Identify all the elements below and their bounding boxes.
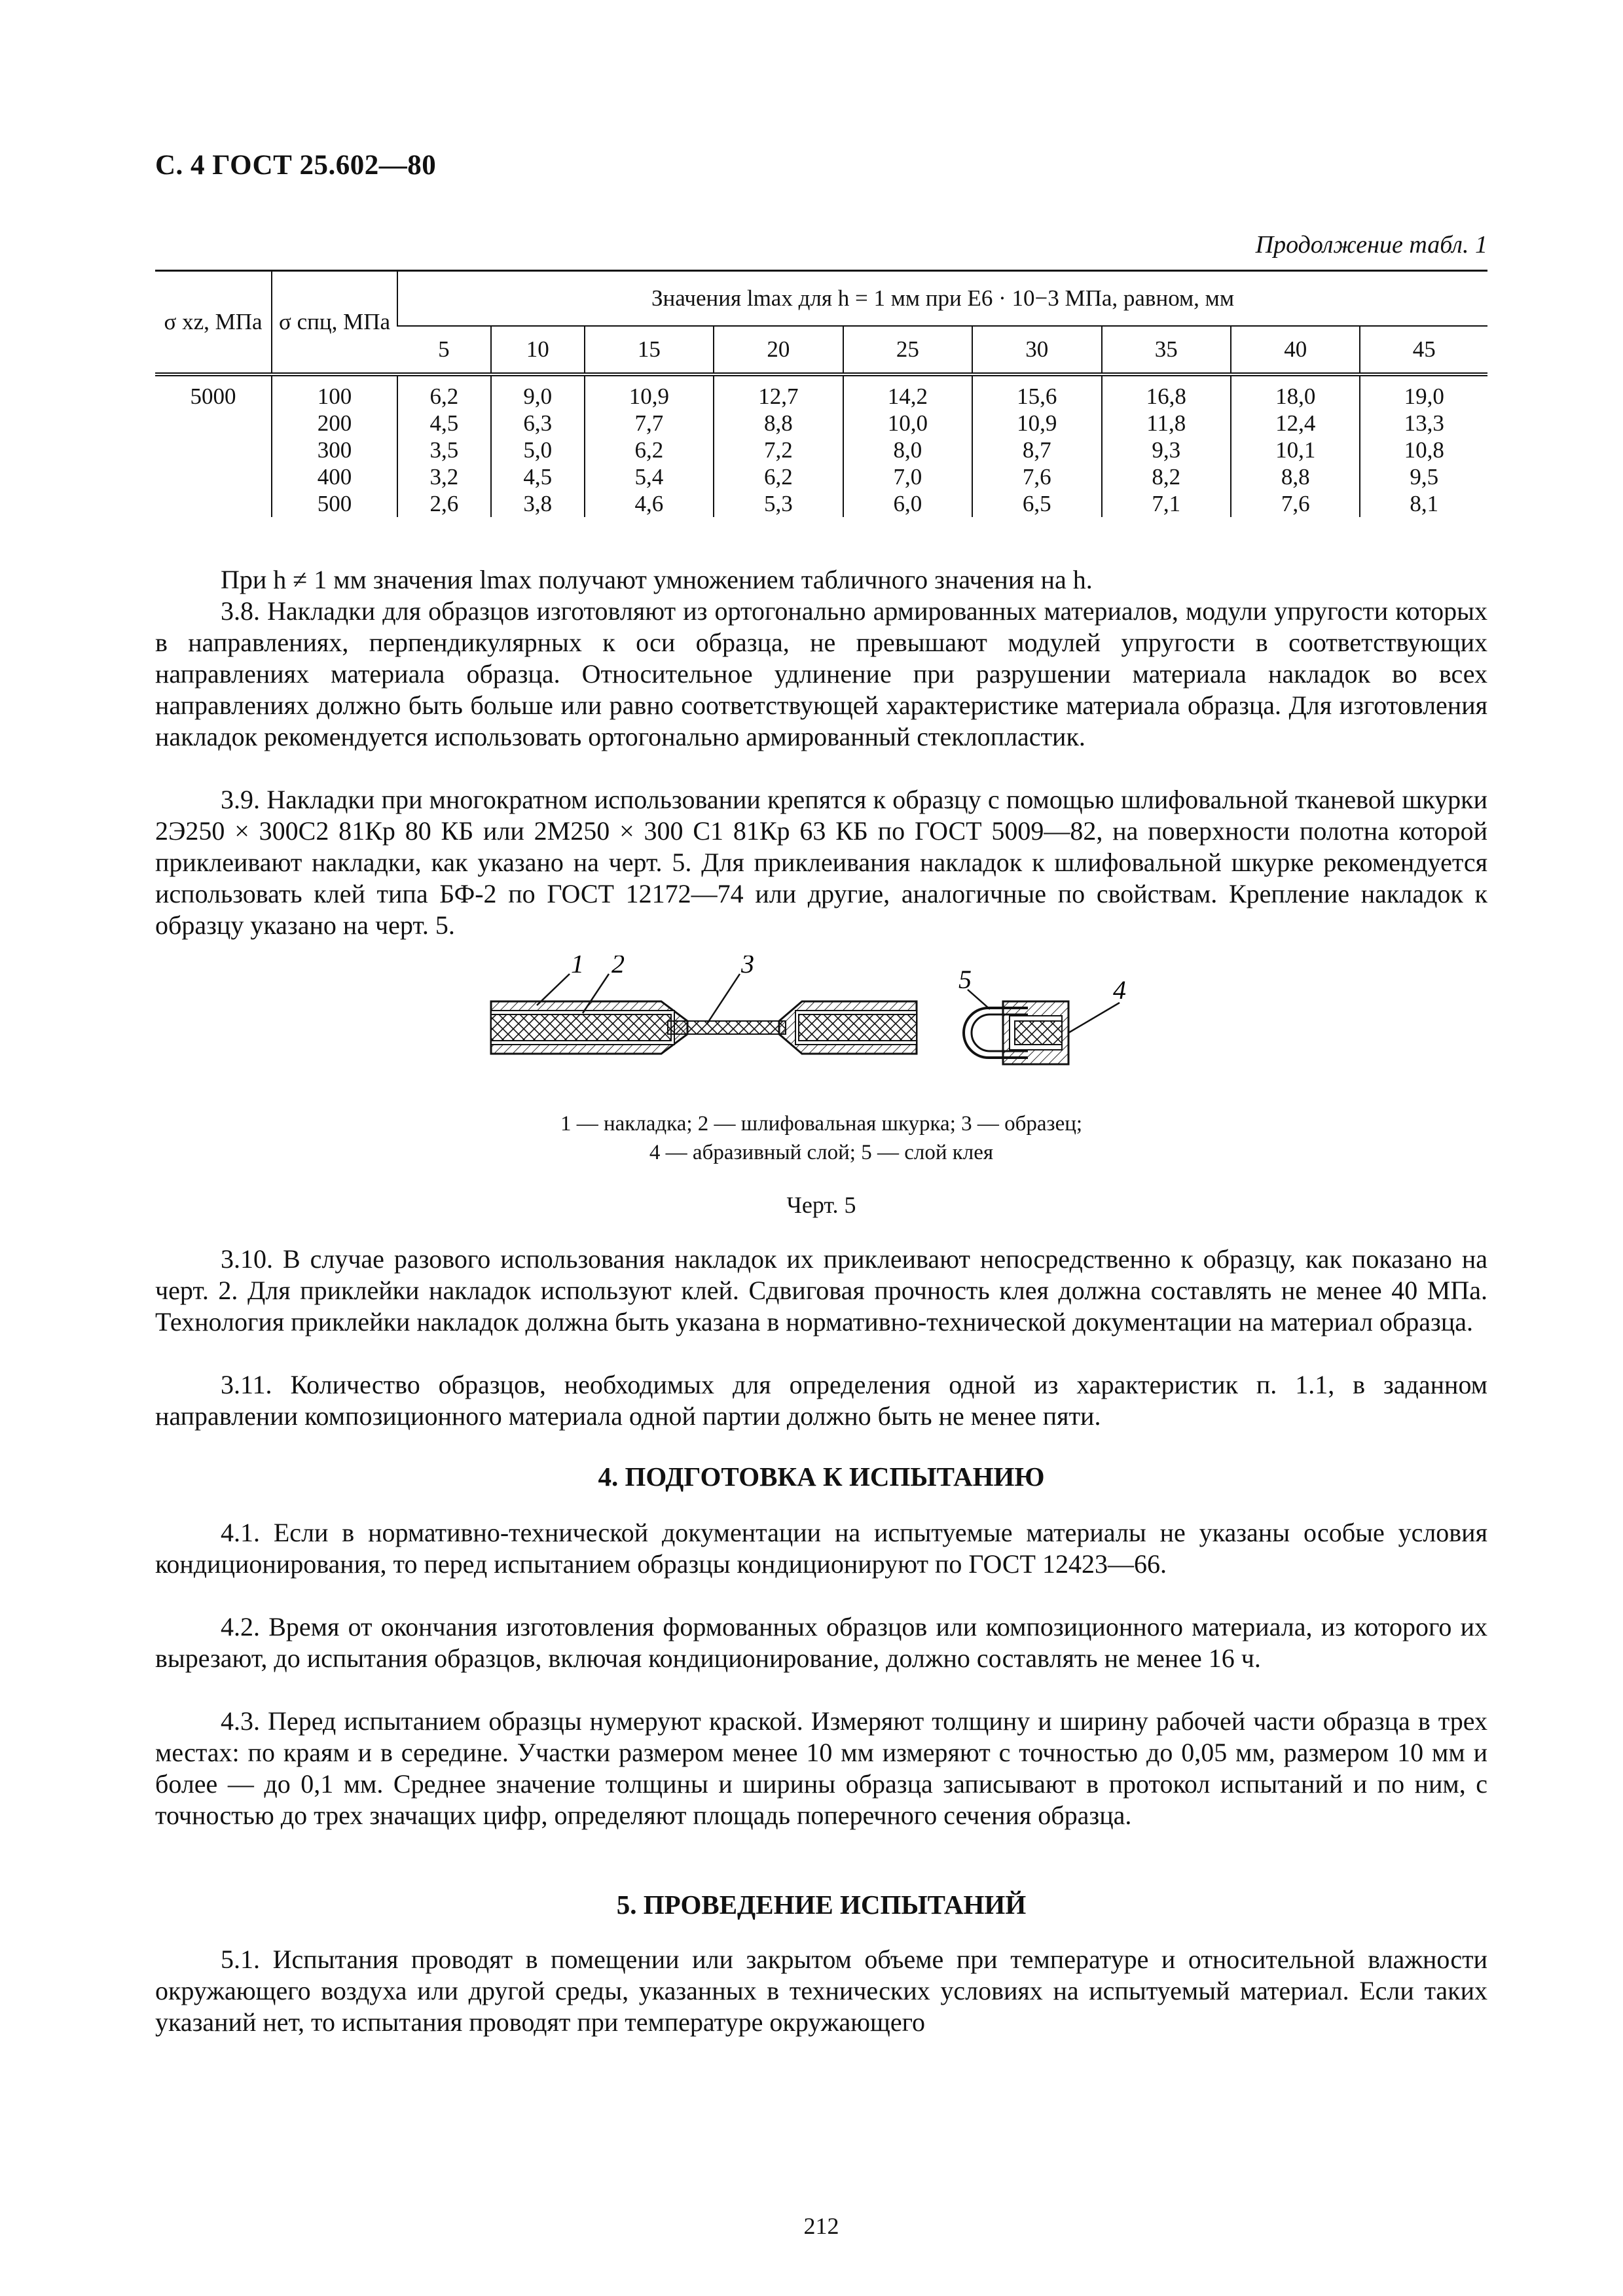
- caption-line-2: 4 — абразивный слой; 5 — слой клея: [649, 1141, 994, 1164]
- sigma-xz-value: 5000: [190, 384, 236, 409]
- note-text: При h ≠ 1 мм значения lmax получают умножением табличного значения на h.: [221, 565, 1093, 594]
- lmax-cell: 7,2: [763, 437, 793, 463]
- lmax-column: [397, 374, 491, 517]
- lmax-cell: 16,8: [1146, 384, 1186, 409]
- paragraph-5-1: [155, 1944, 1487, 2038]
- lmax-cell: 9,3: [1152, 437, 1181, 463]
- lmax-cell: 8,2: [1152, 464, 1181, 490]
- lmax-cell: 18,0: [1275, 384, 1316, 409]
- lmax-cell: 14,2: [887, 384, 928, 409]
- p4-1-text: 4.1. Если в нормативно-технической документации на испытуемые материалы не указаны особые условия кондиционирования, то перед испытанием образцы кондиционируют по ГОСТ 12423—66.: [155, 1518, 1487, 1579]
- lmax-column: [1360, 374, 1487, 517]
- lmax-cell: 13,3: [1404, 410, 1444, 436]
- lmax-cell: 8,0: [893, 437, 922, 463]
- page-number: 212: [803, 2213, 839, 2239]
- lmax-cell: 5,4: [634, 464, 664, 490]
- e-value-header: 15: [585, 326, 714, 374]
- lmax-cell: 8,8: [763, 410, 793, 436]
- lmax-cell: 6,2: [763, 464, 793, 490]
- lmax-cell: 4,5: [523, 464, 553, 490]
- col-header-sigma-xz: σ xz, МПа: [155, 271, 272, 375]
- paragraph-4-1: [155, 1517, 1487, 1580]
- lmax-cell: 10,9: [629, 384, 670, 409]
- sigma-pc-values: [272, 374, 397, 517]
- e-value-header: 30: [972, 326, 1101, 374]
- lmax-column: [1231, 374, 1360, 517]
- lmax-cell: 7,0: [893, 464, 922, 490]
- lmax-cell: 11,8: [1146, 410, 1186, 436]
- paragraph-3-9: [155, 784, 1487, 941]
- values-table: [155, 270, 1487, 517]
- lmax-cell: 12,7: [758, 384, 799, 409]
- fig-label-4: 4: [1113, 975, 1126, 1005]
- lmax-cell: 10,8: [1404, 437, 1444, 463]
- lmax-cell: 19,0: [1404, 384, 1444, 409]
- lmax-cell: 3,8: [523, 491, 553, 516]
- paragraph-3-8: [155, 596, 1487, 753]
- section-5-heading: 5. ПРОВЕДЕНИЕ ИСПЫТАНИЙ: [616, 1890, 1027, 1920]
- lmax-cell: 6,2: [429, 384, 459, 409]
- lmax-cell: 10,1: [1275, 437, 1316, 463]
- sigma-pc-value: 300: [317, 437, 352, 463]
- lmax-cell: 4,5: [429, 410, 459, 436]
- p3-10-text: 3.10. В случае разового использования накладок их приклеивают непосредственно к образцу, как показано на черт. 2. Для приклейки накладок используют клей. Сдвиговая прочность клея должна составлять не менее 40 МПа. Технология приклейки накладок должна быть указана в нормативно-технической документации на материал образца.: [155, 1244, 1487, 1336]
- page-header: С. 4 ГОСТ 25.602—80: [155, 150, 437, 181]
- lmax-cell: 3,5: [429, 437, 459, 463]
- lmax-cell: 6,5: [1022, 491, 1051, 516]
- figure-caption: [155, 1109, 1487, 1167]
- lmax-column: [585, 374, 714, 517]
- left-grip-assembly: [491, 1001, 687, 1054]
- fig-label-2: 2: [611, 956, 625, 978]
- e-value-header: 10: [491, 326, 585, 374]
- p3-9-text: 3.9. Накладки при многократном использовании крепятся к образцу с помощью шлифовальной тканевой шкурки 2Э250 × 300С2 81Кр 80 КБ или 2М250 × 300 С1 81Кр 63 КБ по ГОСТ 5009—82, на поверхности полотна которой приклеивают накладки, как указано на черт. 5. Для приклеивания накладок к шлифовальной шкурке рекомендуется использовать клей типа БФ-2 по ГОСТ 12172—74 или другие, аналогичные по свойствам. Крепление накладок к образцу указано на черт. 5.: [155, 785, 1487, 940]
- e-value-header: 35: [1102, 326, 1231, 374]
- sigma-pc-value: 500: [317, 491, 352, 516]
- lmax-column: [1102, 374, 1231, 517]
- e-value-header: 20: [714, 326, 843, 374]
- lmax-cell: 6,3: [523, 410, 553, 436]
- p4-3-text: 4.3. Перед испытанием образцы нумеруют краской. Измеряют толщину и ширину рабочей части образца в трех местах: по краям и в середине. Участки размером менее 10 мм измеряют с точностью до 0,05 мм, размером 10 мм и более — до 0,1 мм. Среднее значение толщины и ширины образца записывают в протокол испытаний и по ним, с точностью до трех значащих цифр, определяют площадь поперечного сечения образца.: [155, 1706, 1487, 1830]
- lmax-cell: 4,6: [634, 491, 664, 516]
- e-value-header: 25: [843, 326, 972, 374]
- lmax-column: [843, 374, 972, 517]
- lmax-cell: 8,8: [1281, 464, 1310, 490]
- fig-label-5: 5: [958, 965, 972, 994]
- lmax-cell: 6,0: [893, 491, 922, 516]
- lmax-cell: 5,0: [523, 437, 553, 463]
- lmax-cell: 7,7: [634, 410, 664, 436]
- col-header-sigma-pc: σ cпц, МПа: [272, 271, 397, 375]
- lmax-cell: 8,1: [1410, 491, 1439, 516]
- lmax-cell: 9,0: [523, 384, 553, 409]
- fig-label-3: 3: [741, 956, 754, 978]
- lmax-cell: 7,6: [1281, 491, 1310, 516]
- lmax-cell: 5,3: [763, 491, 793, 516]
- table-continuation-label: Продолжение табл. 1: [1255, 231, 1487, 259]
- e-value-header: 5: [397, 326, 491, 374]
- sigma-pc-value: 100: [317, 384, 352, 409]
- section-4-heading: 4. ПОДГОТОВКА К ИСПЫТАНИЮ: [598, 1462, 1045, 1492]
- col-group-header: Значения lmax для h = 1 мм при E6 · 10−3 МПа, равном, мм: [397, 271, 1487, 327]
- sigma-pc-value: 400: [317, 464, 352, 490]
- lmax-cell: 10,0: [887, 410, 928, 436]
- figure-title: Черт. 5: [786, 1192, 856, 1218]
- lmax-cell: 9,5: [1410, 464, 1439, 490]
- figure-5-drawing: [471, 956, 1139, 1119]
- lmax-cell: 3,2: [429, 464, 459, 490]
- lmax-cell: 2,6: [429, 491, 459, 516]
- caption-line-1: 1 — накладка; 2 — шлифовальная шкурка; 3 — образец;: [560, 1112, 1083, 1136]
- lmax-column: [714, 374, 843, 517]
- p5-1-text: 5.1. Испытания проводят в помещении или закрытом объеме при температуре и относительной влажности окружающего воздуха или другой среды, указанных в технических условиях на испытуемый материал. Если таких указаний нет, то испытания проводят при температуре окружающего: [155, 1945, 1487, 2037]
- lmax-column: [972, 374, 1101, 517]
- e-value-header: 45: [1360, 326, 1487, 374]
- lmax-cell: 7,1: [1152, 491, 1181, 516]
- e-value-header: 40: [1231, 326, 1360, 374]
- paragraph-4-2: [155, 1611, 1487, 1674]
- lmax-cell: 10,9: [1017, 410, 1057, 436]
- paragraph-3-10: [155, 1244, 1487, 1338]
- p3-8-text: 3.8. Накладки для образцов изготовляют из ортогонально армированных материалов, модули упругости которых в направлениях, перпендикулярных к оси образца, не превышают модулей упругости в соответствующих направлениях материала образца. Относительное удлинение при разрушении материала накладок во всех направлениях должно быть больше или равно соответствующей характеристике материала образца. Для изготовления накладок рекомендуется использовать ортогонально армированный стеклопластик.: [155, 596, 1487, 751]
- lmax-cell: 12,4: [1275, 410, 1316, 436]
- folded-abrasive-detail: [964, 1001, 1068, 1064]
- table-note: [155, 564, 1487, 596]
- lmax-cell: 7,6: [1022, 464, 1051, 490]
- lmax-cell: 8,7: [1022, 437, 1051, 463]
- paragraph-4-3: [155, 1706, 1487, 1831]
- specimen: [668, 1021, 786, 1034]
- p4-2-text: 4.2. Время от окончания изготовления формованных образцов или композиционного материала, из которого их вырезают, до испытания образцов, включая кондиционирование, должно составлять не менее 16 ч.: [155, 1612, 1487, 1673]
- lmax-column: [491, 374, 585, 517]
- lmax-cell: 15,6: [1017, 384, 1057, 409]
- paragraph-3-11: [155, 1369, 1487, 1432]
- fig-label-1: 1: [571, 956, 584, 978]
- sigma-pc-value: 200: [317, 410, 352, 436]
- p3-11-text: 3.11. Количество образцов, необходимых для определения одной из характеристик п. 1.1, в заданном направлении композиционного материала одной партии должно быть не менее пяти.: [155, 1370, 1487, 1431]
- lmax-cell: 6,2: [634, 437, 664, 463]
- right-grip-assembly: [779, 1001, 917, 1054]
